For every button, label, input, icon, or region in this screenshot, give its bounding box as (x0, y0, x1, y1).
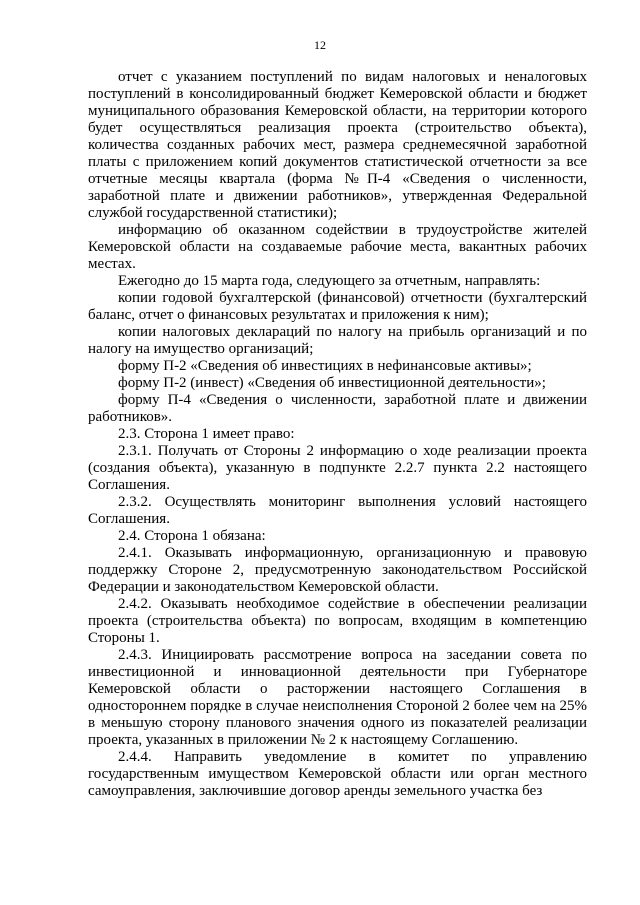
paragraph: копии налоговых деклараций по налогу на прибыль организаций и по налогу на имущество организаций; (88, 324, 587, 357)
document-body (88, 69, 587, 800)
section-heading: 2.3. Сторона 1 имеет право: (118, 426, 295, 442)
paragraph: форму П-2 (инвест) «Сведения об инвестиционной деятельности»; (118, 375, 546, 391)
paragraph: 2.4.1. Оказывать информационную, организационную и правовую поддержку Стороне 2, предусмотренную законодательством Российской Федерации и законодательством Кемеровской области. (88, 545, 587, 595)
paragraph: информацию об оказанном содействии в трудоустройстве жителей Кемеровской области на создаваемые рабочие места, вакантных рабочих местах. (88, 222, 587, 272)
page-number: 12 (314, 38, 326, 52)
paragraph: 2.4.3. Инициировать рассмотрение вопроса на заседании совета по инвестиционной и инновационной деятельности при Губернаторе Кемеровской области о расторжении настоящего Соглашения в одностороннем порядке в случае неисполнения Стороной 2 более чем на 25% в меньшую сторону планового значения одного из показателей реализации проекта, указанных в приложении № 2 к настоящему Соглашению. (88, 647, 587, 748)
paragraph: 2.3.1. Получать от Стороны 2 информацию о ходе реализации проекта (создания объекта), указанную в подпункте 2.2.7 пункта 2.2 настоящего Соглашения. (88, 443, 587, 493)
paragraph: Ежегодно до 15 марта года, следующего за отчетным, направлять: (118, 273, 541, 289)
paragraph: 2.4.4. Направить уведомление в комитет по управлению государственным имуществом Кемеровской области или орган местного самоуправления, заключившие договор аренды земельного участка без (88, 749, 587, 799)
section-heading: 2.4. Сторона 1 обязана: (118, 528, 266, 544)
paragraph: отчет с указанием поступлений по видам налоговых и неналоговых поступлений в консолидированный бюджет Кемеровской области и бюджет муниципального образования Кемеровской области, на территории которого будет осуществляться реализация проекта (строительство объекта), количества созданных рабочих мест, размера среднемесячной заработной платы с приложением копий документов статистической отчетности за все отчетные месяцы квартала (форма №П-4 «Сведения о численности, заработной плате и движении работников», утвержденная Федеральной службой государственной статистики); (88, 69, 587, 221)
paragraph: копии годовой бухгалтерской (финансовой) отчетности (бухгалтерский баланс, отчет о финансовых результатах и приложения к ним); (88, 290, 587, 323)
paragraph: форму П-2 «Сведения об инвестициях в нефинансовые активы»; (118, 358, 532, 374)
paragraph: 2.4.2. Оказывать необходимое содействие в обеспечении реализации проекта (строительства объекта) по вопросам, входящим в компетенцию Стороны 1. (88, 596, 587, 646)
paragraph: 2.3.2. Осуществлять мониторинг выполнения условий настоящего Соглашения. (88, 494, 587, 527)
paragraph: форму П-4 «Сведения о численности, заработной плате и движении работников». (88, 392, 587, 425)
